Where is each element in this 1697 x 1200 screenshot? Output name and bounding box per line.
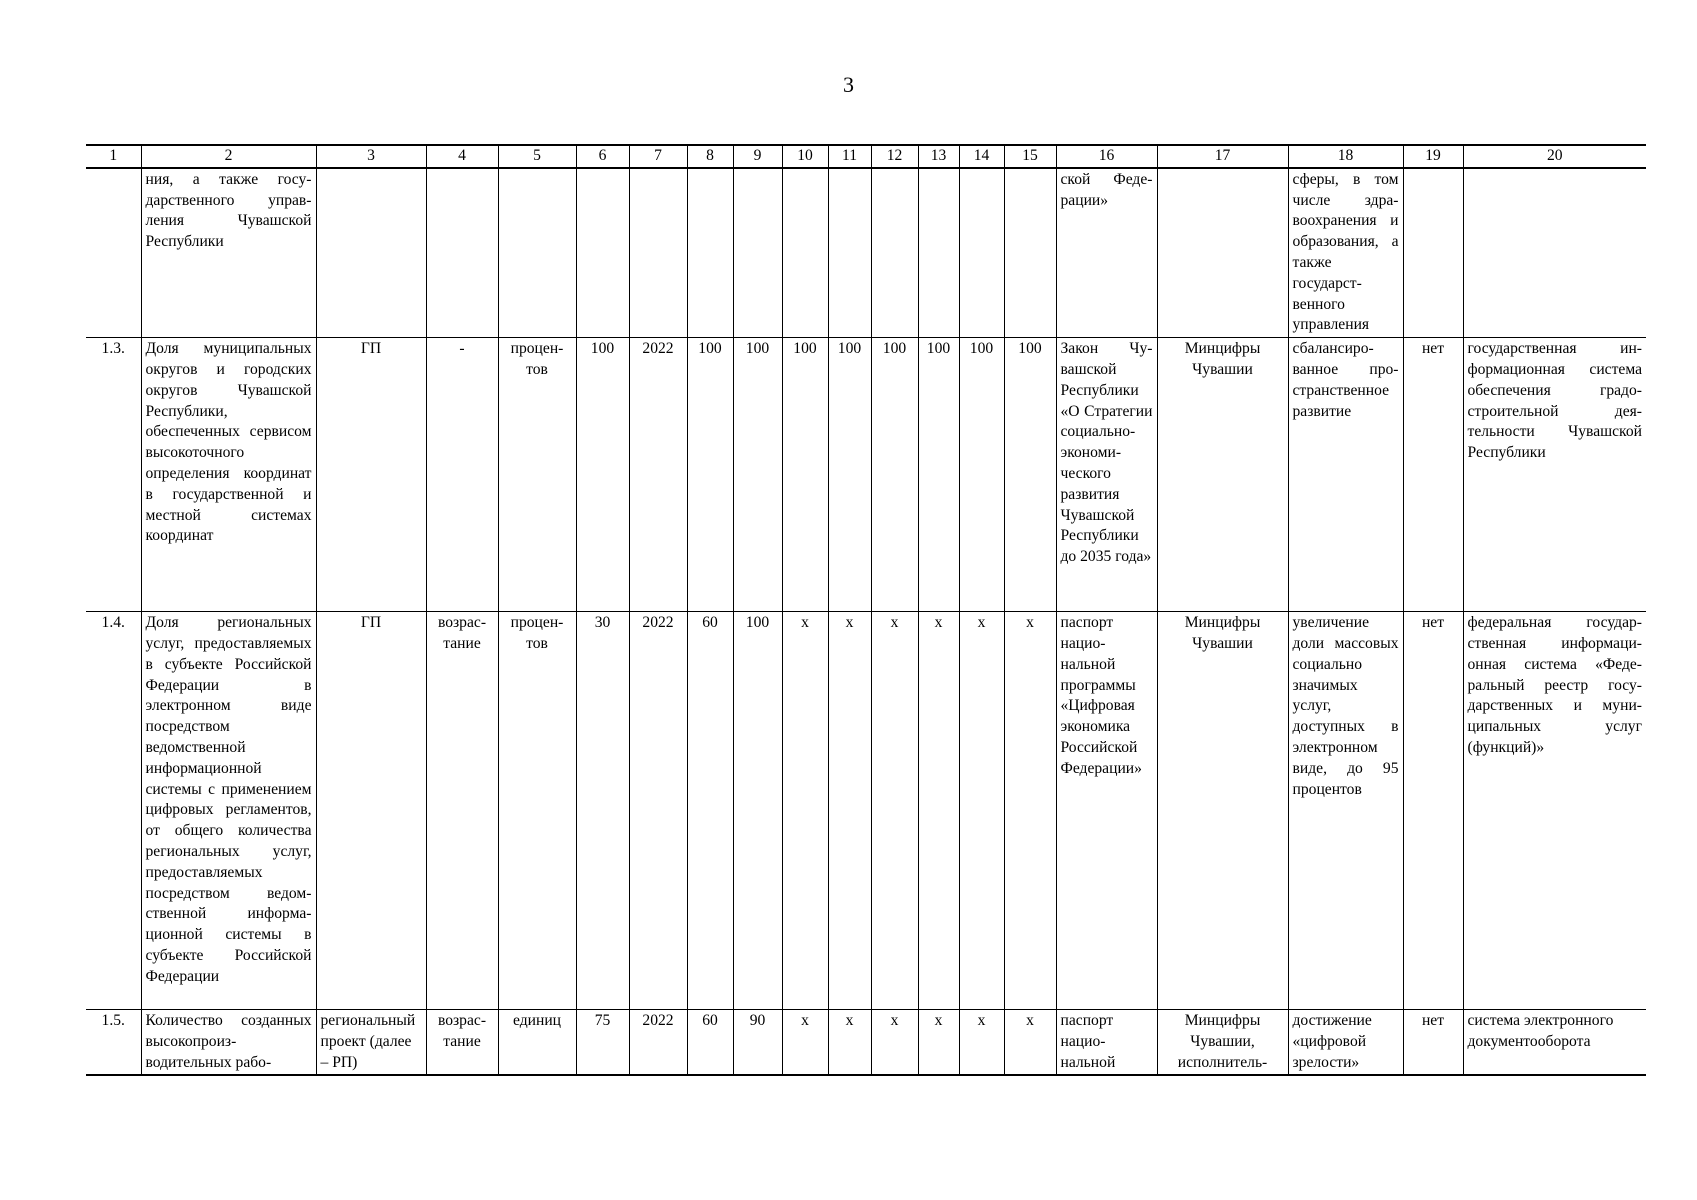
page-number: 3 xyxy=(843,72,854,97)
row-number: 1.4. xyxy=(86,612,141,1010)
year-value: х xyxy=(828,612,871,1010)
column-number: 14 xyxy=(959,145,1004,168)
base-value: 30 xyxy=(576,612,629,1010)
year-value: х xyxy=(871,1010,918,1075)
strategic-document: ской Федерации» xyxy=(1056,168,1157,338)
year-value: 100 xyxy=(959,338,1004,612)
row-number: 1.3. xyxy=(86,338,141,612)
strategic-document: паспорт национальной xyxy=(1056,1010,1157,1075)
linked-goal: увеличение доли массовых социально значимых услуг, доступных в электронном виде, до 95 процентов xyxy=(1288,612,1403,1010)
trend-attribute: возрастание xyxy=(426,1010,498,1075)
column-number: 10 xyxy=(782,145,828,168)
information-system: федеральная государственная информационная система «Федеральный реестр государственных и муниципальных услуг (функций)» xyxy=(1463,612,1646,1010)
year-value xyxy=(828,168,871,338)
table-row xyxy=(86,168,1646,338)
information-system: система электронного документооборота xyxy=(1463,1010,1646,1075)
column-number: 20 xyxy=(1463,145,1646,168)
year-value: 100 xyxy=(1004,338,1056,612)
indicator-name: Доля региональных услуг, предоставляемых в субъекте Российской Федерации в электронном виде посредством ведомственной информационной системы с применением цифровых регламентов, от общего количества региональных услуг, предоставляемых посредством ведомственной информационной системы в субъекте Российской Федерации xyxy=(141,612,316,1010)
column-number: 16 xyxy=(1056,145,1157,168)
base-year xyxy=(629,168,687,338)
year-value xyxy=(687,168,733,338)
information-system: государственная информационная система обеспечения градостроительной деятельности Чувашской Республики xyxy=(1463,338,1646,612)
unit xyxy=(498,168,576,338)
base-value: 100 xyxy=(576,338,629,612)
unit: процентов xyxy=(498,612,576,1010)
unit: процентов xyxy=(498,338,576,612)
indicator-level: ГП xyxy=(316,612,426,1010)
column-number: 13 xyxy=(918,145,959,168)
year-value: 100 xyxy=(782,338,828,612)
column-number: 6 xyxy=(576,145,629,168)
year-value: х xyxy=(1004,1010,1056,1075)
year-value: 100 xyxy=(687,338,733,612)
column-number: 4 xyxy=(426,145,498,168)
year-value xyxy=(959,168,1004,338)
base-year: 2022 xyxy=(629,1010,687,1075)
year-value: х xyxy=(871,612,918,1010)
column-number-row xyxy=(86,145,1646,168)
year-value xyxy=(1004,168,1056,338)
year-value: 100 xyxy=(828,338,871,612)
year-value: 90 xyxy=(733,1010,782,1075)
table-row xyxy=(86,612,1646,1010)
flag-value xyxy=(1403,168,1463,338)
flag-value: нет xyxy=(1403,612,1463,1010)
responsible-body: Минцифры Чувашии xyxy=(1157,612,1288,1010)
column-number: 11 xyxy=(828,145,871,168)
column-number: 7 xyxy=(629,145,687,168)
column-number: 18 xyxy=(1288,145,1403,168)
column-number: 19 xyxy=(1403,145,1463,168)
base-year: 2022 xyxy=(629,338,687,612)
year-value: 100 xyxy=(733,612,782,1010)
year-value: х xyxy=(782,1010,828,1075)
year-value xyxy=(918,168,959,338)
indicator-name: ния, а также государственного управления Чувашской Республики xyxy=(141,168,316,338)
column-number: 9 xyxy=(733,145,782,168)
strategic-document: Закон Чувашской Республики «О Стратегии социально-экономического развития Чувашской Республики до 2035 года» xyxy=(1056,338,1157,612)
trend-attribute: возрастание xyxy=(426,612,498,1010)
year-value xyxy=(782,168,828,338)
row-number xyxy=(86,168,141,338)
indicator-level: ГП xyxy=(316,338,426,612)
column-number: 15 xyxy=(1004,145,1056,168)
year-value: х xyxy=(959,1010,1004,1075)
column-number: 12 xyxy=(871,145,918,168)
indicator-name: Количество созданных высокопроизводительных рабо- xyxy=(141,1010,316,1075)
base-year: 2022 xyxy=(629,612,687,1010)
year-value xyxy=(733,168,782,338)
table-row xyxy=(86,1010,1646,1075)
information-system xyxy=(1463,168,1646,338)
year-value: х xyxy=(959,612,1004,1010)
column-number: 17 xyxy=(1157,145,1288,168)
linked-goal: сбалансированное пространственное развитие xyxy=(1288,338,1403,612)
year-value xyxy=(871,168,918,338)
table-row xyxy=(86,338,1646,612)
responsible-body xyxy=(1157,168,1288,338)
base-value xyxy=(576,168,629,338)
year-value: х xyxy=(782,612,828,1010)
base-value: 75 xyxy=(576,1010,629,1075)
linked-goal: достижение «цифровой зрелости» xyxy=(1288,1010,1403,1075)
column-number: 1 xyxy=(86,145,141,168)
column-number: 3 xyxy=(316,145,426,168)
column-number: 8 xyxy=(687,145,733,168)
year-value: х xyxy=(918,612,959,1010)
flag-value: нет xyxy=(1403,1010,1463,1075)
year-value: х xyxy=(1004,612,1056,1010)
flag-value: нет xyxy=(1403,338,1463,612)
responsible-body: Минцифры Чувашии, исполнитель- xyxy=(1157,1010,1288,1075)
year-value: 100 xyxy=(733,338,782,612)
year-value: 100 xyxy=(918,338,959,612)
row-number: 1.5. xyxy=(86,1010,141,1075)
year-value: 60 xyxy=(687,612,733,1010)
unit: единиц xyxy=(498,1010,576,1075)
indicator-level xyxy=(316,168,426,338)
strategic-document: паспорт национальной программы «Цифровая экономика Российской Федерации» xyxy=(1056,612,1157,1010)
linked-goal: сферы, в том числе здравоохранения и образования, а также государственного управления xyxy=(1288,168,1403,338)
column-number: 5 xyxy=(498,145,576,168)
year-value: х xyxy=(918,1010,959,1075)
indicator-level: региональный проект (далее – РП) xyxy=(316,1010,426,1075)
column-number: 2 xyxy=(141,145,316,168)
trend-attribute xyxy=(426,168,498,338)
indicators-table xyxy=(86,144,1646,1076)
year-value: х xyxy=(828,1010,871,1075)
trend-attribute: - xyxy=(426,338,498,612)
responsible-body: Минцифры Чувашии xyxy=(1157,338,1288,612)
year-value: 60 xyxy=(687,1010,733,1075)
year-value: 100 xyxy=(871,338,918,612)
indicator-name: Доля муниципальных округов и городских округов Чувашской Республики, обеспеченных сервисом высокоточного определения координат в государственной и местной системах координат xyxy=(141,338,316,612)
